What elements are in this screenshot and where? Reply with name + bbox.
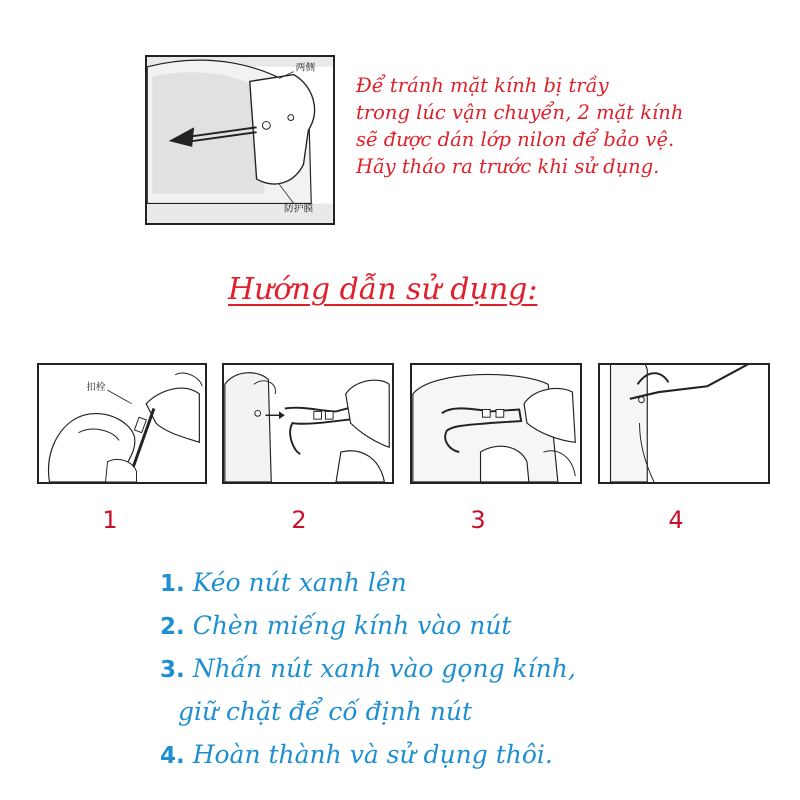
instruction-text: Hoàn thành và sử dụng thôi. [184, 740, 553, 769]
film-removal-drawing [147, 57, 333, 223]
step-1-illustration [37, 363, 207, 484]
step-number-3: 3 [470, 506, 486, 534]
note-line: Hãy tháo ra trước khi sử dụng. [356, 155, 660, 178]
step-number-1: 1 [102, 506, 118, 534]
instruction-number: 4. [160, 743, 185, 769]
insert-lens-drawing [224, 365, 392, 482]
step-1-label-latch: 扣栓 [86, 382, 106, 394]
instruction-text: giữ chặt để cố định nút [178, 697, 473, 726]
step-3-illustration [410, 363, 582, 484]
press-button-drawing [412, 365, 580, 482]
protective-film-illustration [145, 55, 335, 225]
step-number-4: 4 [668, 506, 684, 534]
note-line: Để tránh mặt kính bị trầy [356, 74, 609, 97]
instructions-heading: Hướng dẫn sử dụng: [228, 272, 538, 307]
instruction-list [160, 562, 780, 777]
instruction-number: 1. [160, 571, 185, 597]
note-line: trong lúc vận chuyển, 2 mặt kính [356, 101, 684, 124]
step-number-2: 2 [291, 506, 307, 534]
label-both-sides: 两侧 [295, 62, 316, 74]
instruction-text: Nhấn nút xanh vào gọng kính, [184, 654, 576, 683]
label-protective-film: 防护膜 [283, 203, 314, 215]
shipping-note [356, 72, 786, 180]
instruction-number: 3. [160, 657, 185, 683]
instruction-text: Kéo nút xanh lên [184, 568, 407, 597]
instruction-item [160, 734, 780, 777]
instruction-item [160, 562, 780, 605]
finished-shield-drawing [600, 365, 768, 482]
instruction-item [160, 648, 780, 691]
step-4-illustration [598, 363, 770, 484]
instruction-text: Chèn miếng kính vào nút [184, 611, 512, 640]
instruction-item [160, 605, 780, 648]
step-2-illustration [222, 363, 394, 484]
instruction-item [160, 691, 780, 734]
instruction-number: 2. [160, 614, 185, 640]
note-line: sẽ được dán lớp nilon để bảo vệ. [356, 128, 675, 151]
pull-button-drawing [39, 365, 205, 482]
